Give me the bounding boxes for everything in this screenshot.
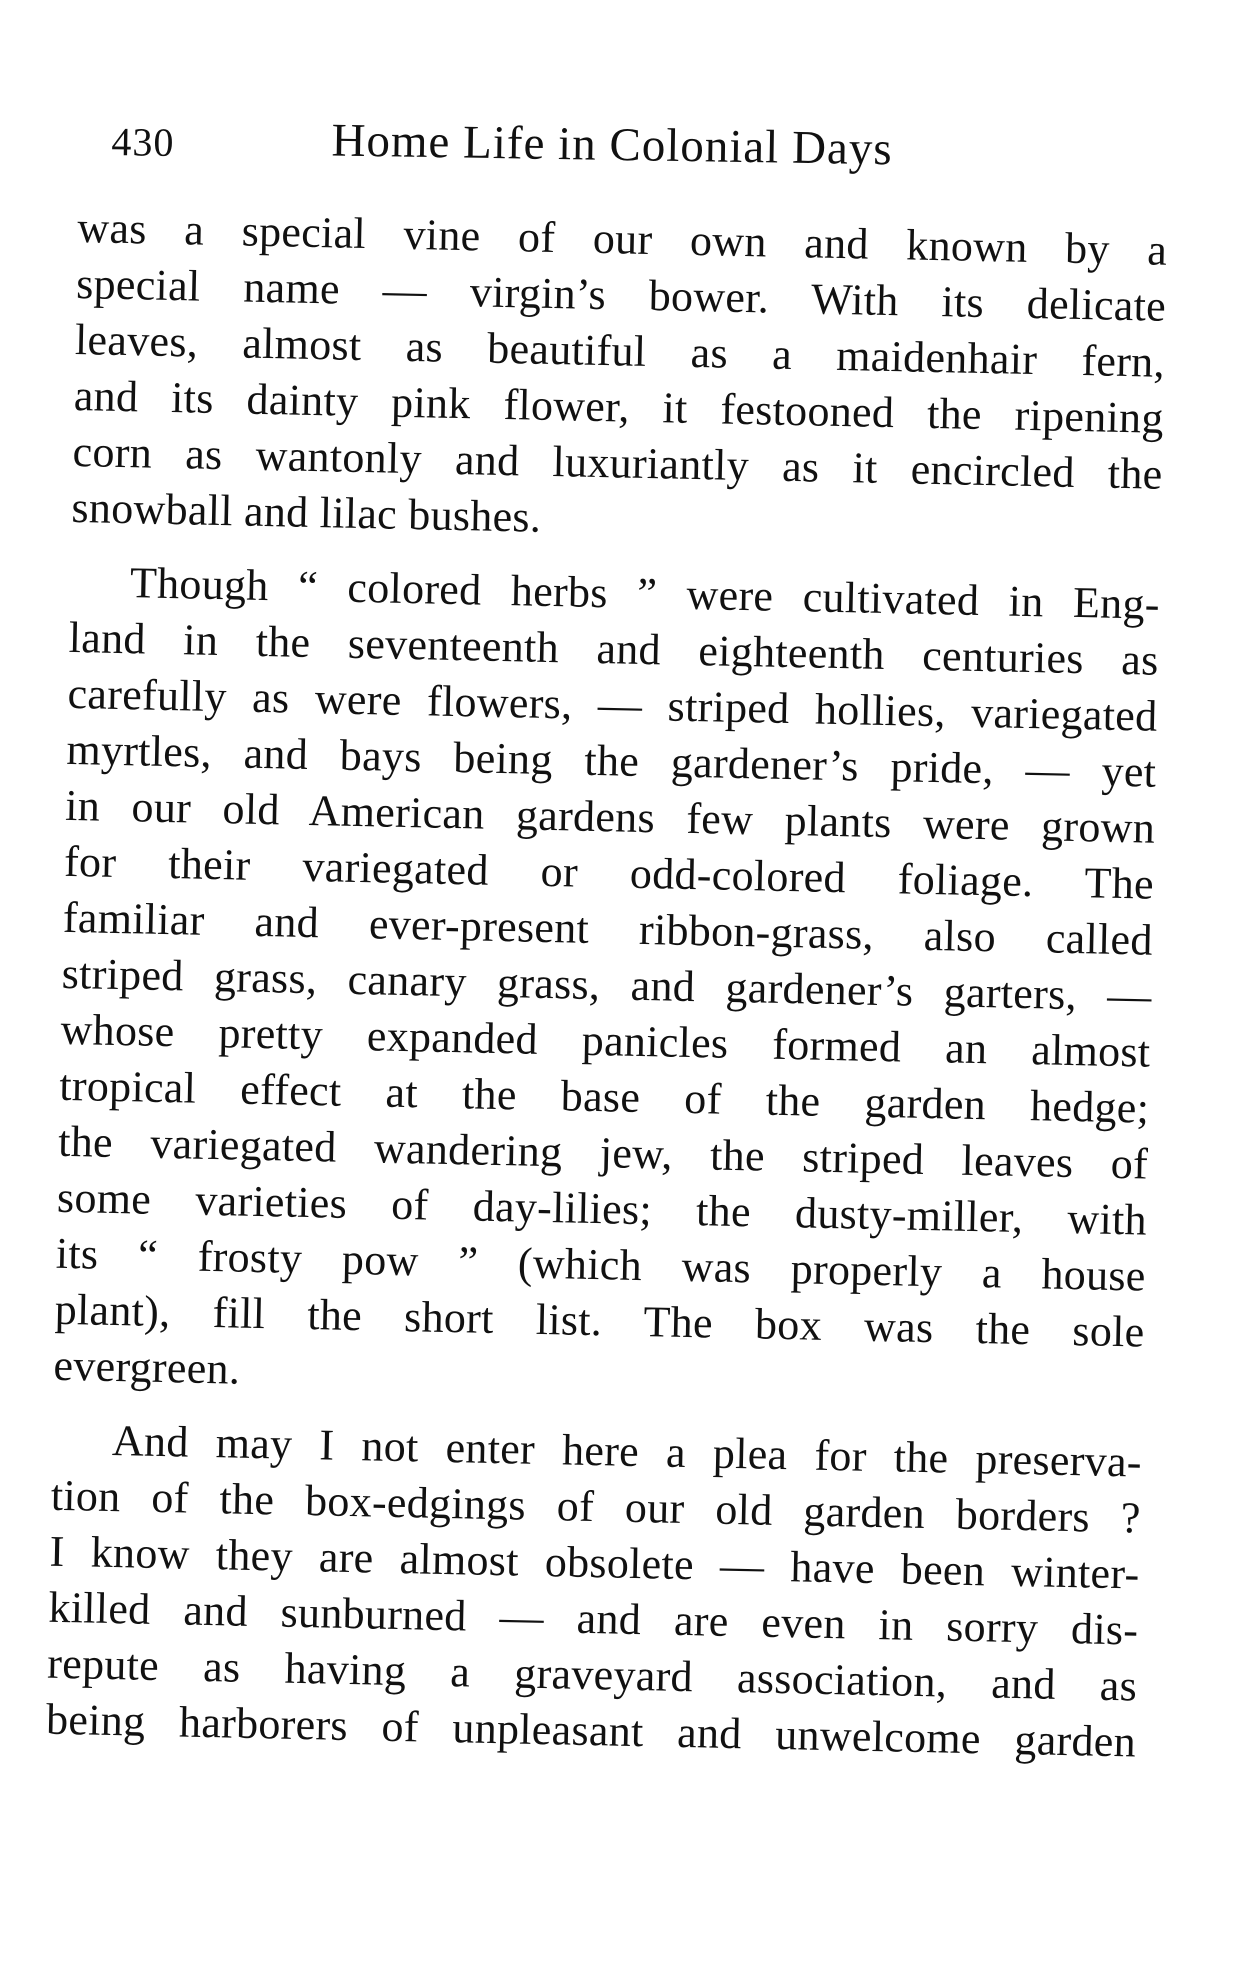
text-line: snowball and lilac bushes. bbox=[71, 482, 542, 542]
text-line: in our old American gardens few plants were grown bbox=[64, 780, 1156, 853]
text-line: some varieties of day-lilies; the dusty-miller, with bbox=[56, 1172, 1148, 1245]
text-line: was a special vine of our own and known by a bbox=[76, 202, 1168, 275]
text-line: carefully as were flowers, — striped hollies, variegated bbox=[67, 668, 1158, 741]
running-title: Home Life in Colonial Days bbox=[331, 114, 894, 176]
text-line: evergreen. bbox=[53, 1340, 241, 1394]
text-line: whose pretty expanded panicles formed an almost bbox=[60, 1004, 1151, 1077]
text-line: killed and sunburned — and are even in sorry dis- bbox=[48, 1582, 1139, 1655]
page-number: 430 bbox=[111, 118, 175, 165]
text-line: for their variegated or odd-colored foliage. The bbox=[63, 836, 1155, 909]
text-line: its “ frosty pow ” (which was properly a house bbox=[55, 1228, 1147, 1301]
text-line: Though “ colored herbs ” were cultivated in Eng- bbox=[129, 558, 1161, 629]
text-line: and its dainty pink flower, it festooned the ripening bbox=[73, 370, 1165, 443]
text-line: special name — virgin’s bower. With its delicate bbox=[75, 258, 1167, 331]
text-line: plant), fill the short list. The box was the sole bbox=[54, 1284, 1146, 1357]
text-line: And may I not enter here a plea for the preserva- bbox=[111, 1415, 1143, 1487]
text-line: leaves, almost as beautiful as a maidenhair fern, bbox=[74, 314, 1166, 387]
paragraph-3 bbox=[46, 1412, 1143, 1771]
text-line: the variegated wandering jew, the striped leaves of bbox=[57, 1116, 1149, 1189]
text-line: tropical effect at the base of the garden hedge; bbox=[58, 1060, 1150, 1133]
body-text bbox=[46, 200, 1168, 1770]
text-line: being harborers of unpleasant and unwelcome garden bbox=[45, 1694, 1137, 1767]
paragraph-2 bbox=[53, 554, 1160, 1417]
page-header bbox=[111, 110, 972, 193]
text-line: tion of the box-edgings of our old garden borders ? bbox=[50, 1470, 1142, 1543]
text-line: corn as wantonly and luxuriantly as it encircled the bbox=[72, 426, 1164, 499]
text-line: I know they are almost obsolete — have been winter- bbox=[49, 1526, 1140, 1599]
text-line: land in the seventeenth and eighteenth centuries as bbox=[68, 612, 1160, 685]
text-line: familiar and ever-present ribbon-grass, also called bbox=[62, 892, 1154, 965]
text-line: striped grass, canary grass, and gardener’s garters, — bbox=[61, 948, 1153, 1021]
text-line: repute as having a graveyard association, and as bbox=[46, 1638, 1138, 1711]
text-line: myrtles, and bays being the gardener’s pride, — yet bbox=[65, 724, 1157, 797]
paragraph-1 bbox=[71, 200, 1168, 559]
